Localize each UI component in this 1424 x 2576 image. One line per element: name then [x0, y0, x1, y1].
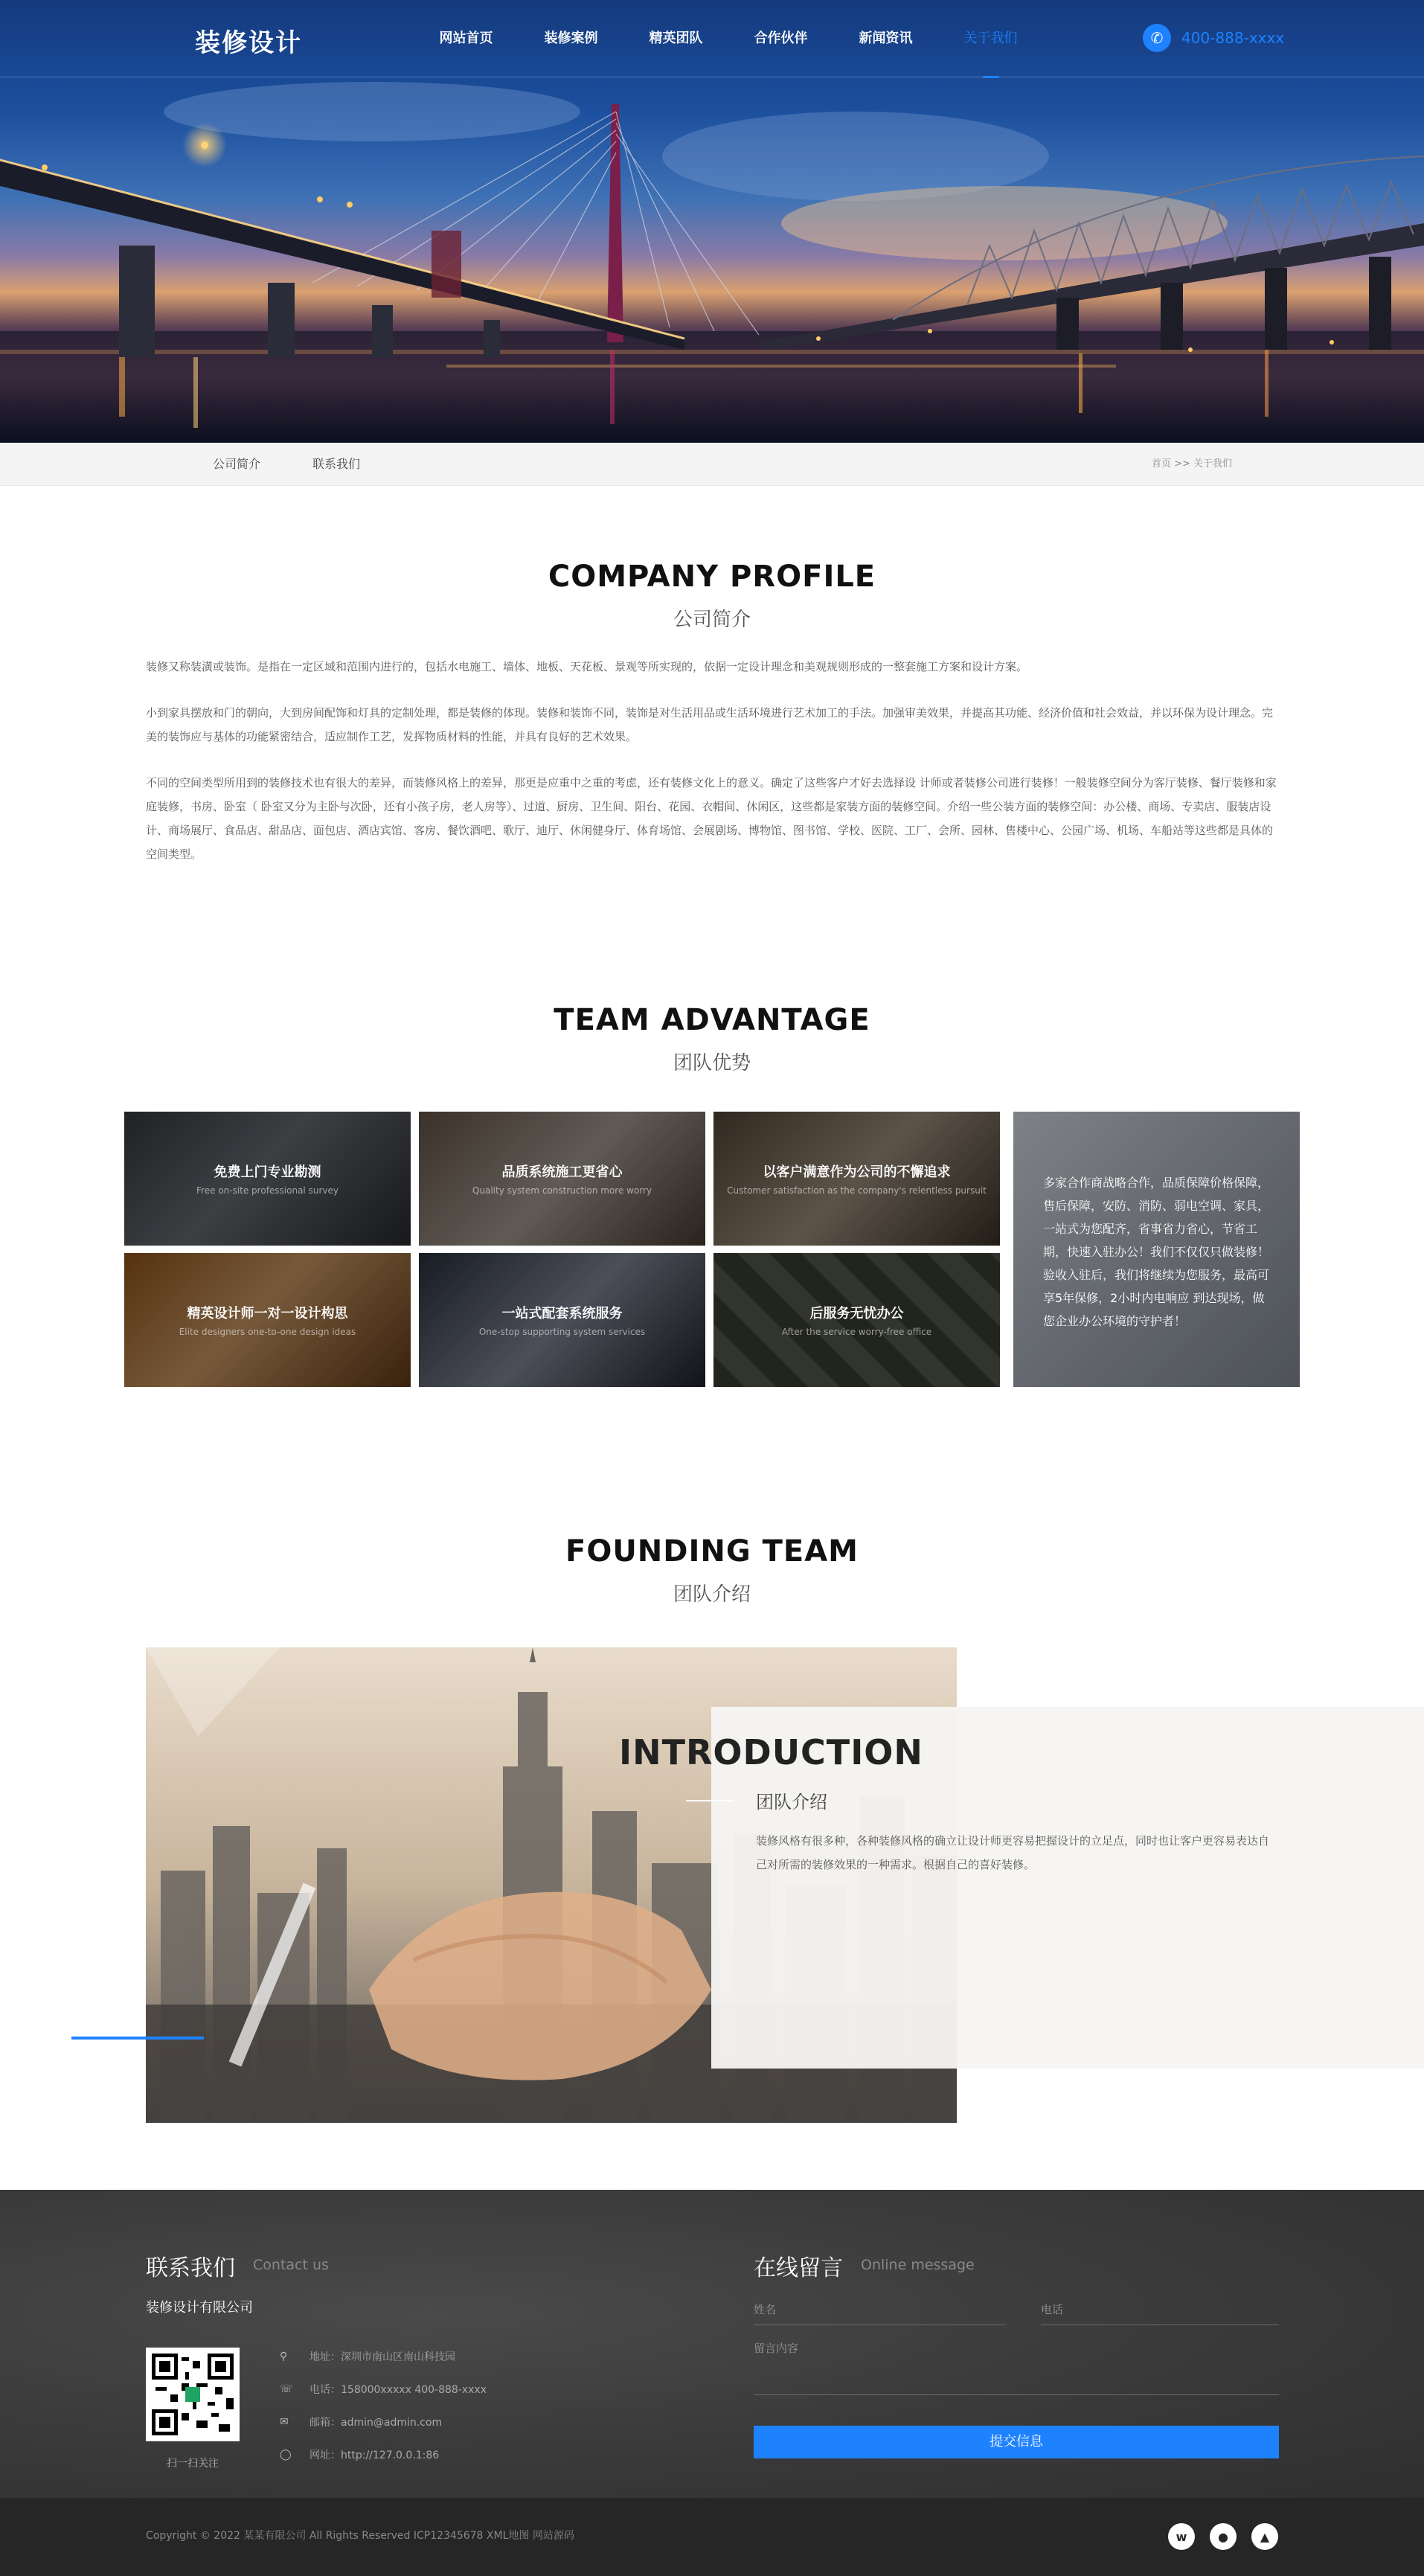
top-nav [0, 0, 1424, 77]
profile-paragraph: 小到家具摆放和门的朝向，大到房间配饰和灯具的定制处理，都是装修的体现。装修和装饰不同，装饰是对生活用品或生活环境进行艺术加工的手法。加强审美效果，并提高其功能、经济价值和社会效益，并以环保为设计理念。完美的装饰应与基体的功能紧密结合，适应制作工艺，发挥物质材料的性能，并具有良好的艺术效果。 [146, 706, 1274, 743]
qr-code [146, 2348, 240, 2441]
profile-paragraph: 装修又称装潢或装饰。是指在一定区域和范围内进行的，包括水电施工、墙体、地板、天花板、景观等所实现的，依据一定设计理念和美观规则形成的一整套施工方案和设计方案。 [146, 660, 1028, 673]
header-phone-number: 400-888-xxxx [1181, 29, 1285, 47]
bottom-bar [0, 2498, 1424, 2576]
phone-icon: ✆ [1143, 24, 1171, 52]
subnav-link-profile[interactable]: 公司简介 [213, 457, 261, 471]
profile-title: COMPANY PROFILE [548, 560, 876, 594]
advantage-tile-title: 以客户满意作为公司的不懈追求 [763, 1164, 951, 1180]
footer-phone: ☏ 电话：158000xxxxx 400-888-xxxx [280, 2383, 487, 2396]
site-logo[interactable]: 装修设计 [195, 28, 302, 58]
message-title: 在线留言 [754, 2255, 843, 2281]
mail-icon: ✉ [280, 2416, 289, 2428]
team-title: FOUNDING TEAM [565, 1534, 859, 1569]
introduction-title: INTRODUCTION [619, 1732, 923, 1772]
contact-title-en: Contact us [253, 2257, 329, 2273]
sub-navigation [0, 443, 1424, 486]
advantage-tile-title: 后服务无忧办公 [809, 1306, 904, 1321]
advantage-tile-subtitle: One-stop supporting system services [478, 1327, 646, 1337]
advantage-tile-title: 免费上门专业勘测 [214, 1164, 321, 1180]
name-field[interactable]: 姓名 [754, 2301, 1005, 2325]
profile-paragraph: 不同的空间类型所用到的装修技术也有很大的差异，而装修风格上的差异，那更是应重中之重的考虑，还有装修文化上的意义。确定了这些客户才好去选择设 计师或者装修公司进行装修！一般装修空间分为客厅装修、餐厅装修和家庭装修，书房、卧室（ 卧室又分为主卧与次卧，还有小孩子房，老人房等）、过道、厨房、卫生间、阳台、花园、衣帽间、休闲区，这些都是家装方面的装修空间。介绍一些公装方面的装修空间：办公楼、商场、专卖店、服装店设计、商场展厅、食品店、甜品店、面包店、酒店宾馆、客房、餐饮酒吧、歌厅、迪厅、休闲健身厅、体育场馆、会展剧场、博物馆、图书馆、学校、医院、工厂、会所、园林、售楼中心、公园广场、机场、车船站等这些都是具体的空间类型。 [146, 776, 1277, 861]
introduction-description: 装修风格有很多种，各种装修风格的确立让设计师更容易把握设计的立足点，同时也让客户更容易表达自己对所需的装修效果的一种需求。根据自己的喜好装修。 [756, 1834, 1270, 1871]
advantage-tile[interactable] [419, 1112, 705, 1246]
contact-title: 联系我们 [146, 2255, 235, 2281]
advantage-title: TEAM ADVANTAGE [554, 1003, 870, 1037]
advantage-tile[interactable] [419, 1253, 705, 1387]
introduction-subtitle: 团队介绍 [756, 1792, 827, 1813]
profile-text [146, 655, 1278, 888]
footer-email: ✉ 邮箱：admin@admin.com [280, 2416, 443, 2429]
advantage-tile-subtitle: Free on-site professional survey [196, 1185, 339, 1196]
social-links [1153, 2523, 1278, 2550]
team-subtitle: 团队介绍 [673, 1583, 751, 1606]
advantage-tile[interactable] [713, 1112, 1000, 1246]
subnav-link-contact[interactable]: 联系我们 [312, 457, 361, 471]
footer-website: ◯ 网址：http://127.0.0.1:86 [280, 2449, 440, 2461]
weibo-icon[interactable]: w [1168, 2523, 1195, 2550]
advantage-tile[interactable] [124, 1253, 411, 1387]
header-phone [1143, 24, 1284, 52]
nav-item-cases[interactable]: 装修案例 [544, 31, 598, 46]
wechat-icon[interactable]: ● [1210, 2523, 1237, 2550]
advantage-tile-title: 精英设计师一对一设计构思 [187, 1306, 348, 1321]
footer-company-name: 装修设计有限公司 [146, 2300, 253, 2316]
phone-icon: ☏ [280, 2383, 293, 2395]
submit-button[interactable]: 提交信息 [754, 2426, 1279, 2458]
nav-item-about[interactable]: 关于我们 [938, 0, 1043, 77]
advantage-tile-subtitle: Quality system construction more worry [472, 1185, 652, 1196]
advantage-tile-subtitle: After the service worry-free office [781, 1327, 932, 1337]
qr-caption: 扫一扫关注 [167, 2458, 219, 2470]
accent-line [71, 2037, 204, 2040]
nav-item-partners[interactable]: 合作伙伴 [754, 31, 808, 46]
phone-field[interactable]: 电话 [1041, 2301, 1279, 2325]
location-icon: ⚲ [280, 2351, 288, 2362]
breadcrumb: 首页 >> 关于我们 [1151, 458, 1232, 470]
advantage-tile-subtitle: Customer satisfaction as the company's relentless pursuit [727, 1185, 987, 1196]
message-title-en: Online message [861, 2257, 975, 2273]
copyright: Copyright © 2022 某某有限公司 All Rights Reserved ICP12345678 XML地图 网站源码 [146, 2530, 574, 2542]
advantage-tile-title: 一站式配套系统服务 [501, 1306, 623, 1321]
nav-item-news[interactable]: 新闻资讯 [859, 31, 913, 46]
footer-address: ⚲ 地址：深圳市南山区南山科技园 [280, 2351, 455, 2363]
advantage-tile-title: 品质系统施工更省心 [501, 1164, 623, 1180]
advantage-tile-subtitle: Elite designers one-to-one design ideas [179, 1327, 356, 1337]
message-textarea[interactable]: 留言内容 [754, 2340, 1279, 2395]
qq-icon[interactable]: ▲ [1251, 2523, 1278, 2550]
profile-subtitle: 公司简介 [673, 609, 751, 631]
advantage-tile[interactable] [124, 1112, 411, 1246]
globe-icon: ◯ [280, 2449, 292, 2461]
advantage-description-text: 多家合作商战略合作，品质保障价格保障，售后保障，安防、消防、弱电空调、家具，一站式为您配齐，省事省力省心，节省工期，快速入驻办公！我们不仅仅只做装修！验收入驻后，我们将继续为您服务，最高可享5年保修，2小时内电响应 到达现场，做您企业办公环境的守护者！ [1043, 1176, 1270, 1328]
advantage-description [1013, 1112, 1300, 1387]
introduction-divider [686, 1800, 734, 1801]
main-menu [414, 0, 1043, 77]
advantage-subtitle: 团队优势 [673, 1052, 751, 1074]
nav-item-home[interactable]: 网站首页 [439, 31, 493, 46]
advantage-tile[interactable] [713, 1253, 1000, 1387]
nav-item-team[interactable]: 精英团队 [649, 31, 703, 46]
hero-banner [0, 0, 1424, 443]
